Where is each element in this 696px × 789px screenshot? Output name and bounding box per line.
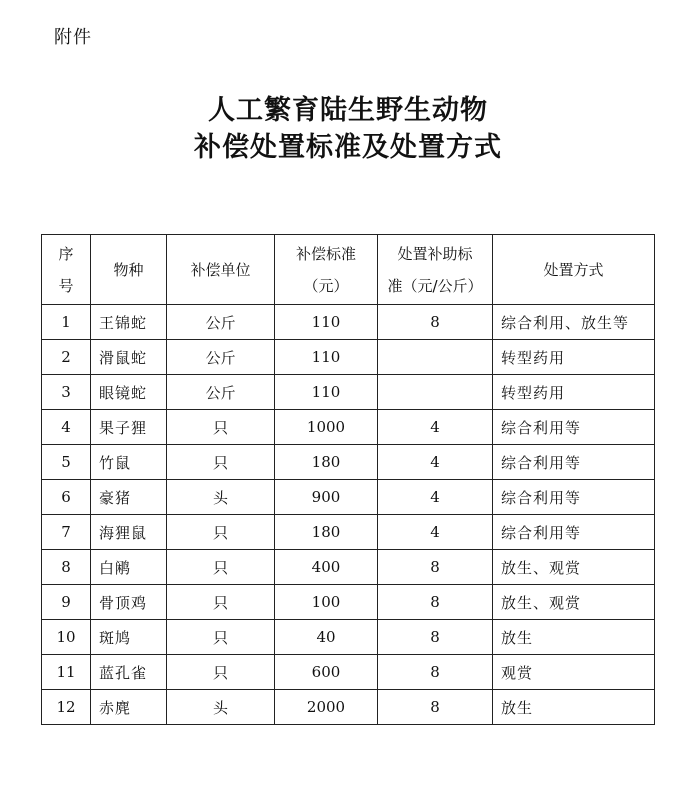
cell-seq: 6 bbox=[42, 480, 91, 515]
compensation-table bbox=[41, 234, 655, 725]
cell-species: 王锦蛇 bbox=[91, 305, 167, 340]
cell-species: 蓝孔雀 bbox=[91, 655, 167, 690]
cell-seq: 12 bbox=[42, 690, 91, 725]
cell-species: 果子狸 bbox=[91, 410, 167, 445]
cell-method: 综合利用等 bbox=[493, 410, 655, 445]
cell-method: 综合利用等 bbox=[493, 515, 655, 550]
header-seq-line2: 号 bbox=[58, 276, 74, 295]
cell-method: 放生、观赏 bbox=[493, 550, 655, 585]
cell-subsidy: 8 bbox=[378, 550, 493, 585]
cell-seq: 10 bbox=[42, 620, 91, 655]
cell-unit: 头 bbox=[167, 480, 275, 515]
cell-standard: 900 bbox=[275, 480, 378, 515]
cell-unit: 只 bbox=[167, 585, 275, 620]
table-row bbox=[42, 445, 655, 480]
cell-standard: 180 bbox=[275, 445, 378, 480]
cell-species: 眼镜蛇 bbox=[91, 375, 167, 410]
cell-species: 白鹇 bbox=[91, 550, 167, 585]
cell-seq: 1 bbox=[42, 305, 91, 340]
cell-species: 竹鼠 bbox=[91, 445, 167, 480]
cell-method: 放生 bbox=[493, 690, 655, 725]
table-row bbox=[42, 655, 655, 690]
header-seq-line1: 序 bbox=[58, 244, 74, 263]
cell-species: 豪猪 bbox=[91, 480, 167, 515]
table-row bbox=[42, 515, 655, 550]
cell-method: 转型药用 bbox=[493, 340, 655, 375]
cell-subsidy: 4 bbox=[378, 410, 493, 445]
cell-subsidy: 4 bbox=[378, 445, 493, 480]
cell-method: 综合利用等 bbox=[493, 480, 655, 515]
cell-subsidy: 8 bbox=[378, 620, 493, 655]
cell-seq: 2 bbox=[42, 340, 91, 375]
cell-species: 海狸鼠 bbox=[91, 515, 167, 550]
header-standard-line2: （元） bbox=[303, 276, 349, 295]
cell-unit: 只 bbox=[167, 620, 275, 655]
cell-seq: 3 bbox=[42, 375, 91, 410]
table-row bbox=[42, 305, 655, 340]
cell-species: 滑鼠蛇 bbox=[91, 340, 167, 375]
cell-seq: 4 bbox=[42, 410, 91, 445]
attachment-label: 附件 bbox=[54, 27, 92, 48]
cell-standard: 40 bbox=[275, 620, 378, 655]
table-row bbox=[42, 585, 655, 620]
cell-method: 综合利用等 bbox=[493, 445, 655, 480]
table-row bbox=[42, 410, 655, 445]
cell-standard: 110 bbox=[275, 305, 378, 340]
table-row bbox=[42, 620, 655, 655]
header-standard bbox=[275, 235, 378, 305]
cell-subsidy: 8 bbox=[378, 305, 493, 340]
cell-subsidy bbox=[378, 375, 493, 410]
cell-standard: 400 bbox=[275, 550, 378, 585]
table-row bbox=[42, 480, 655, 515]
cell-species: 骨顶鸡 bbox=[91, 585, 167, 620]
cell-method: 放生 bbox=[493, 620, 655, 655]
table-row bbox=[42, 340, 655, 375]
cell-subsidy: 8 bbox=[378, 585, 493, 620]
cell-seq: 7 bbox=[42, 515, 91, 550]
table-row bbox=[42, 375, 655, 410]
header-subsidy-line2: 准（元/公斤） bbox=[387, 276, 483, 295]
document-title-line2: 补偿处置标准及处置方式 bbox=[194, 132, 502, 163]
cell-method: 转型药用 bbox=[493, 375, 655, 410]
cell-standard: 600 bbox=[275, 655, 378, 690]
header-subsidy bbox=[378, 235, 493, 305]
table-row bbox=[42, 690, 655, 725]
cell-unit: 公斤 bbox=[167, 375, 275, 410]
cell-subsidy: 4 bbox=[378, 515, 493, 550]
cell-seq: 9 bbox=[42, 585, 91, 620]
cell-standard: 180 bbox=[275, 515, 378, 550]
cell-unit: 只 bbox=[167, 410, 275, 445]
cell-standard: 100 bbox=[275, 585, 378, 620]
cell-unit: 只 bbox=[167, 445, 275, 480]
header-unit: 补偿单位 bbox=[167, 235, 275, 305]
cell-unit: 公斤 bbox=[167, 305, 275, 340]
table-row bbox=[42, 550, 655, 585]
cell-standard: 110 bbox=[275, 375, 378, 410]
cell-standard: 110 bbox=[275, 340, 378, 375]
cell-subsidy: 8 bbox=[378, 655, 493, 690]
cell-subsidy bbox=[378, 340, 493, 375]
cell-standard: 2000 bbox=[275, 690, 378, 725]
cell-seq: 8 bbox=[42, 550, 91, 585]
cell-unit: 公斤 bbox=[167, 340, 275, 375]
cell-unit: 只 bbox=[167, 515, 275, 550]
cell-subsidy: 8 bbox=[378, 690, 493, 725]
cell-unit: 头 bbox=[167, 690, 275, 725]
cell-standard: 1000 bbox=[275, 410, 378, 445]
header-standard-line1: 补偿标准 bbox=[295, 244, 356, 263]
header-seq bbox=[42, 235, 91, 305]
cell-species: 赤麂 bbox=[91, 690, 167, 725]
table-header-row bbox=[42, 235, 655, 305]
cell-seq: 11 bbox=[42, 655, 91, 690]
cell-method: 观赏 bbox=[493, 655, 655, 690]
header-method: 处置方式 bbox=[493, 235, 655, 305]
cell-subsidy: 4 bbox=[378, 480, 493, 515]
cell-unit: 只 bbox=[167, 655, 275, 690]
cell-seq: 5 bbox=[42, 445, 91, 480]
cell-method: 综合利用、放生等 bbox=[493, 305, 655, 340]
header-subsidy-line1: 处置补助标 bbox=[397, 244, 473, 263]
cell-method: 放生、观赏 bbox=[493, 585, 655, 620]
cell-species: 斑鸠 bbox=[91, 620, 167, 655]
document-title-line1: 人工繁育陆生野生动物 bbox=[208, 95, 488, 126]
header-species: 物种 bbox=[91, 235, 167, 305]
cell-unit: 只 bbox=[167, 550, 275, 585]
